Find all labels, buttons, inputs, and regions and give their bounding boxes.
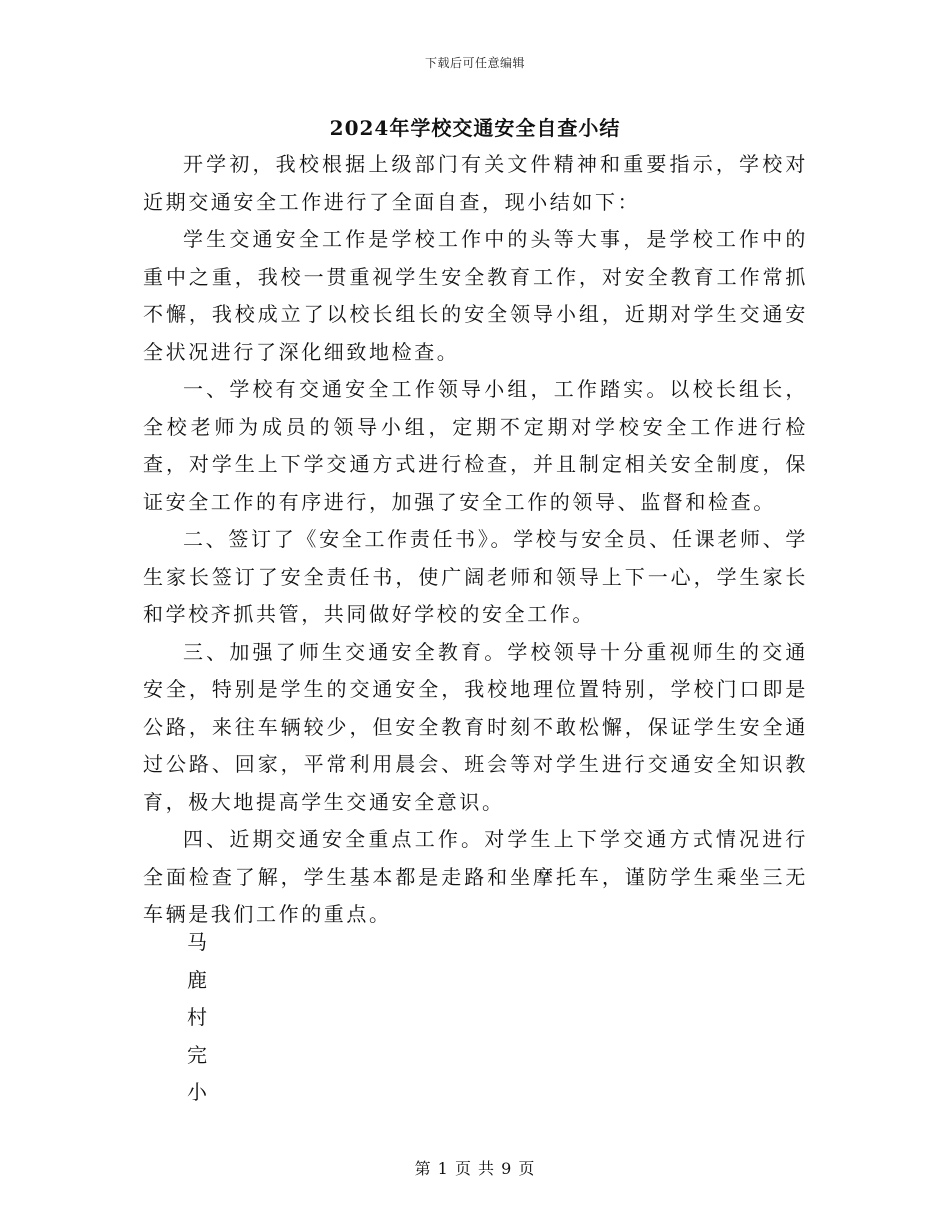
- paragraph-section-3: 三、加强了师生交通安全教育。学校领导十分重视师生的交通安全，特别是学生的交通安全，我校地理位置特别，学校门口即是公路，来往车辆较少，但安全教育时刻不敢松懈，保证学生安全通过公路、回家，平常利用晨会、班会等对学生进行交通安全知识教育，极大地提高学生交通安全意识。: [143, 639, 808, 814]
- document-title: 2024年学校交通安全自查小结: [329, 116, 621, 140]
- document-body: [143, 146, 808, 934]
- paragraph-section-2: 二、签订了《安全工作责任书》。学校与安全员、任课老师、学生家长签订了安全责任书，使广阔老师和领导上下一心，学生家长和学校齐抓共管，共同做好学校的安全工作。: [143, 527, 808, 626]
- signature-char: 鹿: [187, 967, 207, 992]
- signature-char: 完: [187, 1042, 207, 1067]
- paragraph-section-4: 四、近期交通安全重点工作。对学生上下学交通方式情况进行全面检查了解，学生基本都是走路和坐摩托车，谨防学生乘坐三无车辆是我们工作的重点。: [143, 827, 808, 926]
- page-number-footer: 第 1 页 共 9 页: [414, 1159, 536, 1178]
- paragraph-section-1: 一、学校有交通安全工作领导小组，工作踏实。以校长组长，全校老师为成员的领导小组，定期不定期对学校安全工作进行检查，对学生上下学交通方式进行检查，并且制定相关安全制度，保证安全工作的有序进行，加强了安全工作的领导、监督和检查。: [143, 377, 808, 514]
- signature-block: [187, 924, 227, 1112]
- signature-char: 村: [187, 1005, 207, 1029]
- header-note: 下载后可任意编辑: [424, 56, 525, 70]
- signature-char: 马: [187, 930, 207, 954]
- signature-char: 小: [187, 1080, 207, 1104]
- paragraph-intro: 开学初，我校根据上级部门有关文件精神和重要指示，学校对近期交通安全工作进行了全面自查，现小结如下：: [143, 152, 808, 214]
- paragraph-overview: 学生交通安全工作是学校工作中的头等大事，是学校工作中的重中之重，我校一贯重视学生安全教育工作，对安全教育工作常抓不懈，我校成立了以校长组长的安全领导小组，近期对学生交通安全状况进行了深化细致地检查。: [143, 227, 808, 364]
